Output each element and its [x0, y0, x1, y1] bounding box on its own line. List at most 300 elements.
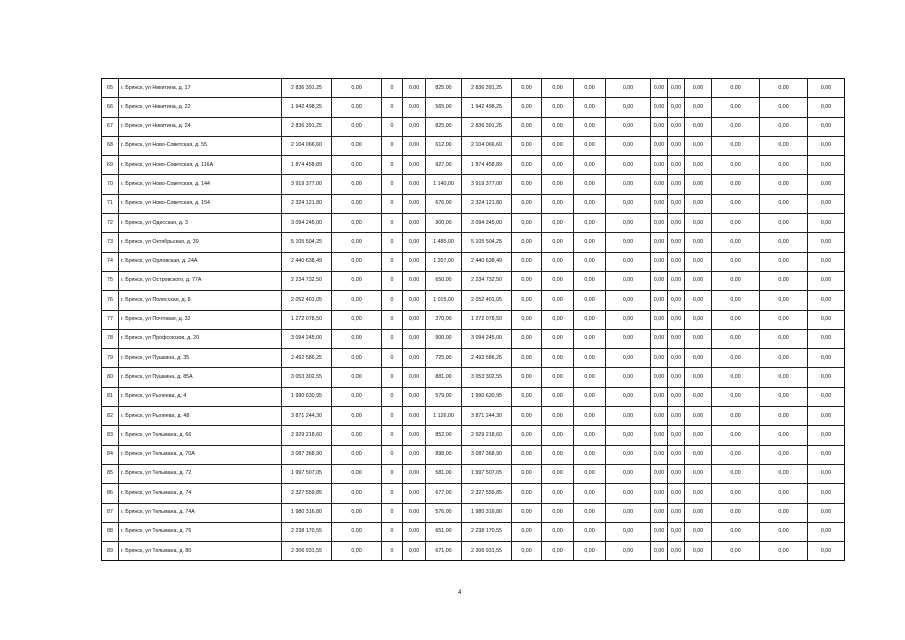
- value-cell: 0: [382, 214, 403, 233]
- value-cell: 0,00: [808, 349, 845, 368]
- value-cell: 0,00: [403, 484, 426, 503]
- value-cell: 0,00: [512, 407, 542, 426]
- value-cell: 1 272 078,50: [462, 310, 512, 329]
- value-cell: 0,00: [332, 349, 382, 368]
- value-cell: 0,00: [760, 98, 808, 117]
- value-cell: 0,00: [760, 156, 808, 175]
- address-cell: г. Брянск, ул Ново-Советская, д. 144: [119, 175, 282, 194]
- value-cell: 0,00: [606, 233, 651, 252]
- value-cell: 0,00: [403, 79, 426, 98]
- value-cell: 0,00: [760, 310, 808, 329]
- value-cell: 0: [382, 368, 403, 387]
- data-table: [101, 78, 845, 561]
- value-cell: 0,00: [760, 175, 808, 194]
- value-cell: 650,00: [426, 271, 462, 290]
- value-cell: 2 324 121,80: [462, 194, 512, 213]
- value-cell: 1 980 316,80: [462, 503, 512, 522]
- value-cell: 0,00: [712, 542, 760, 561]
- value-cell: 1 485,00: [426, 233, 462, 252]
- value-cell: 0,00: [808, 445, 845, 464]
- value-cell: 0,00: [808, 310, 845, 329]
- value-cell: 0,00: [542, 407, 574, 426]
- value-cell: 0,00: [574, 464, 606, 483]
- value-cell: 0,00: [606, 464, 651, 483]
- value-cell: 5 105 504,25: [282, 233, 332, 252]
- row-number-cell: 72: [102, 214, 119, 233]
- value-cell: 3 919 377,00: [462, 175, 512, 194]
- value-cell: 0: [382, 271, 403, 290]
- table-row: [102, 542, 845, 561]
- value-cell: 0,00: [651, 175, 668, 194]
- value-cell: 0,00: [574, 503, 606, 522]
- value-cell: 0,00: [606, 136, 651, 155]
- value-cell: 0,00: [542, 271, 574, 290]
- value-cell: 0,00: [685, 445, 712, 464]
- value-cell: 0,00: [808, 214, 845, 233]
- value-cell: 1 990 630,95: [282, 387, 332, 406]
- value-cell: 671,00: [426, 542, 462, 561]
- address-cell: г. Брянск, ул Рылеева, д. 48: [119, 407, 282, 426]
- value-cell: 1 942 498,25: [282, 98, 332, 117]
- value-cell: 0,00: [403, 503, 426, 522]
- value-cell: 0,00: [685, 136, 712, 155]
- value-cell: 0,00: [808, 387, 845, 406]
- address-cell: г. Брянск, ул Никитина, д. 24: [119, 117, 282, 136]
- value-cell: 0,00: [574, 329, 606, 348]
- value-cell: 0,00: [332, 542, 382, 561]
- value-cell: 1 126,00: [426, 407, 462, 426]
- value-cell: 0,00: [512, 79, 542, 98]
- value-cell: 0,00: [403, 407, 426, 426]
- address-cell: г. Брянск, ул Островского, д. 77А: [119, 271, 282, 290]
- value-cell: 0,00: [668, 407, 685, 426]
- value-cell: 0,00: [651, 503, 668, 522]
- value-cell: 1 942 498,25: [462, 98, 512, 117]
- value-cell: 0,00: [403, 117, 426, 136]
- value-cell: 0,00: [403, 329, 426, 348]
- address-cell: г. Брянск, ул Ново-Советская, д. 116А: [119, 156, 282, 175]
- row-number-cell: 69: [102, 156, 119, 175]
- value-cell: 0,00: [712, 136, 760, 155]
- address-cell: г. Брянск, ул Тельмана, д. 74: [119, 484, 282, 503]
- value-cell: 0,00: [712, 214, 760, 233]
- address-cell: г. Брянск, ул Профсоюзов, д. 20: [119, 329, 282, 348]
- table-row: [102, 252, 845, 271]
- value-cell: 0,00: [542, 368, 574, 387]
- value-cell: 0,00: [685, 426, 712, 445]
- value-cell: 0,00: [542, 156, 574, 175]
- value-cell: 581,00: [426, 464, 462, 483]
- table-row: [102, 79, 845, 98]
- value-cell: 0: [382, 310, 403, 329]
- value-cell: 0,00: [574, 233, 606, 252]
- value-cell: 0,00: [668, 522, 685, 541]
- value-cell: 0,00: [512, 464, 542, 483]
- value-cell: 2 238 170,55: [462, 522, 512, 541]
- table-row: [102, 368, 845, 387]
- value-cell: 0,00: [606, 310, 651, 329]
- address-cell: г. Брянск, ул Тельмана, д. 66: [119, 426, 282, 445]
- value-cell: 0,00: [685, 156, 712, 175]
- value-cell: 0,00: [712, 271, 760, 290]
- value-cell: 0,00: [542, 79, 574, 98]
- value-cell: 0,00: [512, 214, 542, 233]
- value-cell: 0: [382, 464, 403, 483]
- value-cell: 0,00: [606, 117, 651, 136]
- value-cell: 0,00: [574, 214, 606, 233]
- value-cell: 0,00: [512, 271, 542, 290]
- value-cell: 0,00: [606, 349, 651, 368]
- address-cell: г. Брянск, ул Тельмана, д. 72: [119, 464, 282, 483]
- value-cell: 0,00: [651, 233, 668, 252]
- value-cell: 3 053 302,55: [462, 368, 512, 387]
- row-number-cell: 79: [102, 349, 119, 368]
- value-cell: 0,00: [332, 194, 382, 213]
- value-cell: 0,00: [606, 503, 651, 522]
- value-cell: 0,00: [606, 214, 651, 233]
- value-cell: 2 104 066,60: [282, 136, 332, 155]
- value-cell: 0,00: [403, 426, 426, 445]
- value-cell: 1 140,00: [426, 175, 462, 194]
- value-cell: 0,00: [332, 445, 382, 464]
- value-cell: 0,00: [651, 136, 668, 155]
- value-cell: 1 015,00: [426, 291, 462, 310]
- value-cell: 2 929 218,60: [462, 426, 512, 445]
- value-cell: 0,00: [332, 136, 382, 155]
- value-cell: 1 980 316,80: [282, 503, 332, 522]
- value-cell: 0,00: [685, 387, 712, 406]
- value-cell: 0,00: [808, 426, 845, 445]
- table-row: [102, 445, 845, 464]
- value-cell: 2 324 121,80: [282, 194, 332, 213]
- address-cell: г. Брянск, ул Ново-Советская, д. 55: [119, 136, 282, 155]
- value-cell: 0,00: [760, 214, 808, 233]
- value-cell: 0,00: [760, 484, 808, 503]
- page-number: 4: [458, 590, 462, 596]
- value-cell: 0,00: [685, 117, 712, 136]
- value-cell: 0,00: [574, 136, 606, 155]
- value-cell: 0,00: [760, 271, 808, 290]
- value-cell: 0,00: [668, 445, 685, 464]
- value-cell: 0,00: [760, 79, 808, 98]
- value-cell: 0: [382, 136, 403, 155]
- row-number-cell: 73: [102, 233, 119, 252]
- value-cell: 0,00: [760, 252, 808, 271]
- value-cell: 0,00: [760, 368, 808, 387]
- table-row: [102, 426, 845, 445]
- value-cell: 0,00: [712, 98, 760, 117]
- value-cell: 0,00: [668, 156, 685, 175]
- value-cell: 927,00: [426, 156, 462, 175]
- value-cell: 3 053 302,55: [282, 368, 332, 387]
- value-cell: 0,00: [542, 252, 574, 271]
- value-cell: 0,00: [574, 79, 606, 98]
- value-cell: 2 836 391,25: [282, 117, 332, 136]
- value-cell: 651,00: [426, 522, 462, 541]
- value-cell: 0,00: [332, 310, 382, 329]
- value-cell: 0,00: [542, 329, 574, 348]
- value-cell: 0,00: [574, 387, 606, 406]
- value-cell: 3 919 377,00: [282, 175, 332, 194]
- value-cell: 0,00: [542, 503, 574, 522]
- address-cell: г. Брянск, ул Полесская, д. 8: [119, 291, 282, 310]
- table-row: [102, 407, 845, 426]
- table-row: [102, 310, 845, 329]
- value-cell: 0,00: [808, 407, 845, 426]
- address-cell: г. Брянск, ул Тельмана, д. 80: [119, 542, 282, 561]
- value-cell: 0,00: [332, 407, 382, 426]
- value-cell: 0,00: [403, 368, 426, 387]
- value-cell: 0,00: [332, 503, 382, 522]
- row-number-cell: 68: [102, 136, 119, 155]
- address-cell: г. Брянск, ул Тельмана, д. 76: [119, 522, 282, 541]
- value-cell: 0,00: [651, 387, 668, 406]
- value-cell: 0,00: [403, 98, 426, 117]
- value-cell: 898,00: [426, 445, 462, 464]
- value-cell: 0,00: [668, 368, 685, 387]
- value-cell: 3 094 245,00: [282, 214, 332, 233]
- value-cell: 0,00: [651, 522, 668, 541]
- value-cell: 0,00: [760, 503, 808, 522]
- value-cell: 0,00: [512, 136, 542, 155]
- value-cell: 0,00: [668, 271, 685, 290]
- value-cell: 0,00: [332, 271, 382, 290]
- value-cell: 3 087 368,90: [282, 445, 332, 464]
- table-row: [102, 233, 845, 252]
- value-cell: 0,00: [712, 252, 760, 271]
- value-cell: 3 087 368,90: [462, 445, 512, 464]
- table-row: [102, 464, 845, 483]
- value-cell: 0,00: [668, 214, 685, 233]
- value-cell: 1 874 458,89: [282, 156, 332, 175]
- value-cell: 0,00: [574, 542, 606, 561]
- value-cell: 0,00: [512, 233, 542, 252]
- value-cell: 2 836 391,25: [282, 79, 332, 98]
- value-cell: 0,00: [712, 522, 760, 541]
- address-cell: г. Брянск, ул Пушкина, д. 35: [119, 349, 282, 368]
- row-number-cell: 80: [102, 368, 119, 387]
- value-cell: 0,00: [651, 98, 668, 117]
- value-cell: 0,00: [685, 98, 712, 117]
- value-cell: 2 052 401,05: [462, 291, 512, 310]
- address-cell: г. Брянск, ул Никитина, д. 17: [119, 79, 282, 98]
- value-cell: 0,00: [685, 310, 712, 329]
- value-cell: 576,00: [426, 503, 462, 522]
- value-cell: 0,00: [651, 252, 668, 271]
- address-cell: г. Брянск, ул Одесская, д. 3: [119, 214, 282, 233]
- value-cell: 0,00: [574, 117, 606, 136]
- row-number-cell: 89: [102, 542, 119, 561]
- value-cell: 0,00: [606, 329, 651, 348]
- value-cell: 0,00: [651, 426, 668, 445]
- table-row: [102, 271, 845, 290]
- value-cell: 0,00: [332, 214, 382, 233]
- table-row: [102, 522, 845, 541]
- value-cell: 0,00: [332, 233, 382, 252]
- row-number-cell: 71: [102, 194, 119, 213]
- value-cell: 0,00: [668, 175, 685, 194]
- value-cell: 0,00: [712, 426, 760, 445]
- value-cell: 0,00: [760, 387, 808, 406]
- value-cell: 0,00: [606, 291, 651, 310]
- value-cell: 2 440 638,49: [462, 252, 512, 271]
- value-cell: 0: [382, 194, 403, 213]
- value-cell: 1 207,00: [426, 252, 462, 271]
- table-row: [102, 291, 845, 310]
- value-cell: 0,00: [332, 387, 382, 406]
- value-cell: 0,00: [332, 117, 382, 136]
- value-cell: 0,00: [332, 329, 382, 348]
- row-number-cell: 86: [102, 484, 119, 503]
- value-cell: 0,00: [574, 368, 606, 387]
- value-cell: 852,00: [426, 426, 462, 445]
- value-cell: 0,00: [574, 175, 606, 194]
- value-cell: 0,00: [512, 426, 542, 445]
- value-cell: 677,00: [426, 484, 462, 503]
- value-cell: 0,00: [542, 98, 574, 117]
- value-cell: 0,00: [668, 252, 685, 271]
- value-cell: 0,00: [668, 464, 685, 483]
- value-cell: 0: [382, 349, 403, 368]
- value-cell: 0,00: [712, 291, 760, 310]
- value-cell: 0,00: [685, 503, 712, 522]
- value-cell: 3 094 245,00: [282, 329, 332, 348]
- value-cell: 0,00: [542, 349, 574, 368]
- row-number-cell: 81: [102, 387, 119, 406]
- value-cell: 0,00: [668, 426, 685, 445]
- value-cell: 5 105 504,25: [462, 233, 512, 252]
- value-cell: 0,00: [512, 291, 542, 310]
- value-cell: 370,00: [426, 310, 462, 329]
- value-cell: 0,00: [685, 484, 712, 503]
- value-cell: 0,00: [651, 291, 668, 310]
- value-cell: 0,00: [403, 310, 426, 329]
- value-cell: 0,00: [808, 522, 845, 541]
- address-cell: г. Брянск, ул Тельмана, д. 70А: [119, 445, 282, 464]
- value-cell: 0,00: [808, 194, 845, 213]
- value-cell: 3 871 244,30: [282, 407, 332, 426]
- value-cell: 0,00: [808, 291, 845, 310]
- row-number-cell: 66: [102, 98, 119, 117]
- value-cell: 0,00: [808, 136, 845, 155]
- table-body: [102, 79, 845, 561]
- value-cell: 0,00: [332, 368, 382, 387]
- value-cell: 0,00: [542, 522, 574, 541]
- value-cell: 2 234 732,50: [462, 271, 512, 290]
- value-cell: 0,00: [685, 194, 712, 213]
- value-cell: 2 052 401,05: [282, 291, 332, 310]
- value-cell: 0,00: [606, 387, 651, 406]
- table-row: [102, 214, 845, 233]
- value-cell: 0,00: [685, 233, 712, 252]
- value-cell: 0,00: [606, 522, 651, 541]
- value-cell: 0,00: [512, 445, 542, 464]
- value-cell: 0,00: [403, 252, 426, 271]
- value-cell: 0,00: [403, 194, 426, 213]
- value-cell: 0: [382, 98, 403, 117]
- value-cell: 2 327 559,85: [462, 484, 512, 503]
- value-cell: 2 327 559,85: [282, 484, 332, 503]
- value-cell: 0: [382, 542, 403, 561]
- value-cell: 0,00: [606, 484, 651, 503]
- value-cell: 0,00: [668, 233, 685, 252]
- value-cell: 0,00: [606, 368, 651, 387]
- row-number-cell: 76: [102, 291, 119, 310]
- value-cell: 0,00: [542, 484, 574, 503]
- value-cell: 0,00: [760, 194, 808, 213]
- value-cell: 0,00: [712, 310, 760, 329]
- value-cell: 0,00: [542, 194, 574, 213]
- value-cell: 1 990 630,95: [462, 387, 512, 406]
- table-row: [102, 136, 845, 155]
- value-cell: 0: [382, 233, 403, 252]
- value-cell: 0: [382, 484, 403, 503]
- address-cell: г. Брянск, ул Ново-Советская, д. 154: [119, 194, 282, 213]
- value-cell: 2 836 391,25: [462, 117, 512, 136]
- row-number-cell: 88: [102, 522, 119, 541]
- row-number-cell: 84: [102, 445, 119, 464]
- value-cell: 0,00: [668, 349, 685, 368]
- table-row: [102, 175, 845, 194]
- value-cell: 0,00: [574, 310, 606, 329]
- value-cell: 0,00: [685, 349, 712, 368]
- value-cell: 0,00: [574, 156, 606, 175]
- value-cell: 0: [382, 387, 403, 406]
- row-number-cell: 77: [102, 310, 119, 329]
- table-row: [102, 98, 845, 117]
- value-cell: 0: [382, 79, 403, 98]
- value-cell: 0,00: [760, 522, 808, 541]
- value-cell: 0,00: [574, 349, 606, 368]
- address-cell: г. Брянск, ул Пушкина, д. 85А: [119, 368, 282, 387]
- value-cell: 0,00: [606, 98, 651, 117]
- value-cell: 2 929 218,60: [282, 426, 332, 445]
- value-cell: 0,00: [542, 387, 574, 406]
- value-cell: 0: [382, 329, 403, 348]
- value-cell: 2 440 638,49: [282, 252, 332, 271]
- value-cell: 0,00: [712, 464, 760, 483]
- value-cell: 0,00: [712, 349, 760, 368]
- value-cell: 1 997 507,05: [282, 464, 332, 483]
- value-cell: 0,00: [574, 484, 606, 503]
- value-cell: 900,00: [426, 329, 462, 348]
- value-cell: 0,00: [651, 368, 668, 387]
- value-cell: 0,00: [512, 156, 542, 175]
- value-cell: 0,00: [685, 271, 712, 290]
- value-cell: 2 238 170,55: [282, 522, 332, 541]
- value-cell: 2 836 391,25: [462, 79, 512, 98]
- value-cell: 0,00: [403, 214, 426, 233]
- value-cell: 0,00: [512, 349, 542, 368]
- value-cell: 0,00: [403, 387, 426, 406]
- value-cell: 0,00: [760, 407, 808, 426]
- value-cell: 0,00: [668, 98, 685, 117]
- value-cell: 0,00: [606, 175, 651, 194]
- value-cell: 0: [382, 117, 403, 136]
- value-cell: 0,00: [332, 426, 382, 445]
- value-cell: 0,00: [332, 156, 382, 175]
- value-cell: 0,00: [606, 194, 651, 213]
- value-cell: 0,00: [403, 522, 426, 541]
- value-cell: 0: [382, 522, 403, 541]
- value-cell: 0,00: [808, 271, 845, 290]
- value-cell: 0,00: [712, 368, 760, 387]
- value-cell: 0,00: [712, 156, 760, 175]
- value-cell: 0,00: [808, 464, 845, 483]
- table-row: [102, 387, 845, 406]
- value-cell: 2 306 931,55: [462, 542, 512, 561]
- value-cell: 0,00: [574, 252, 606, 271]
